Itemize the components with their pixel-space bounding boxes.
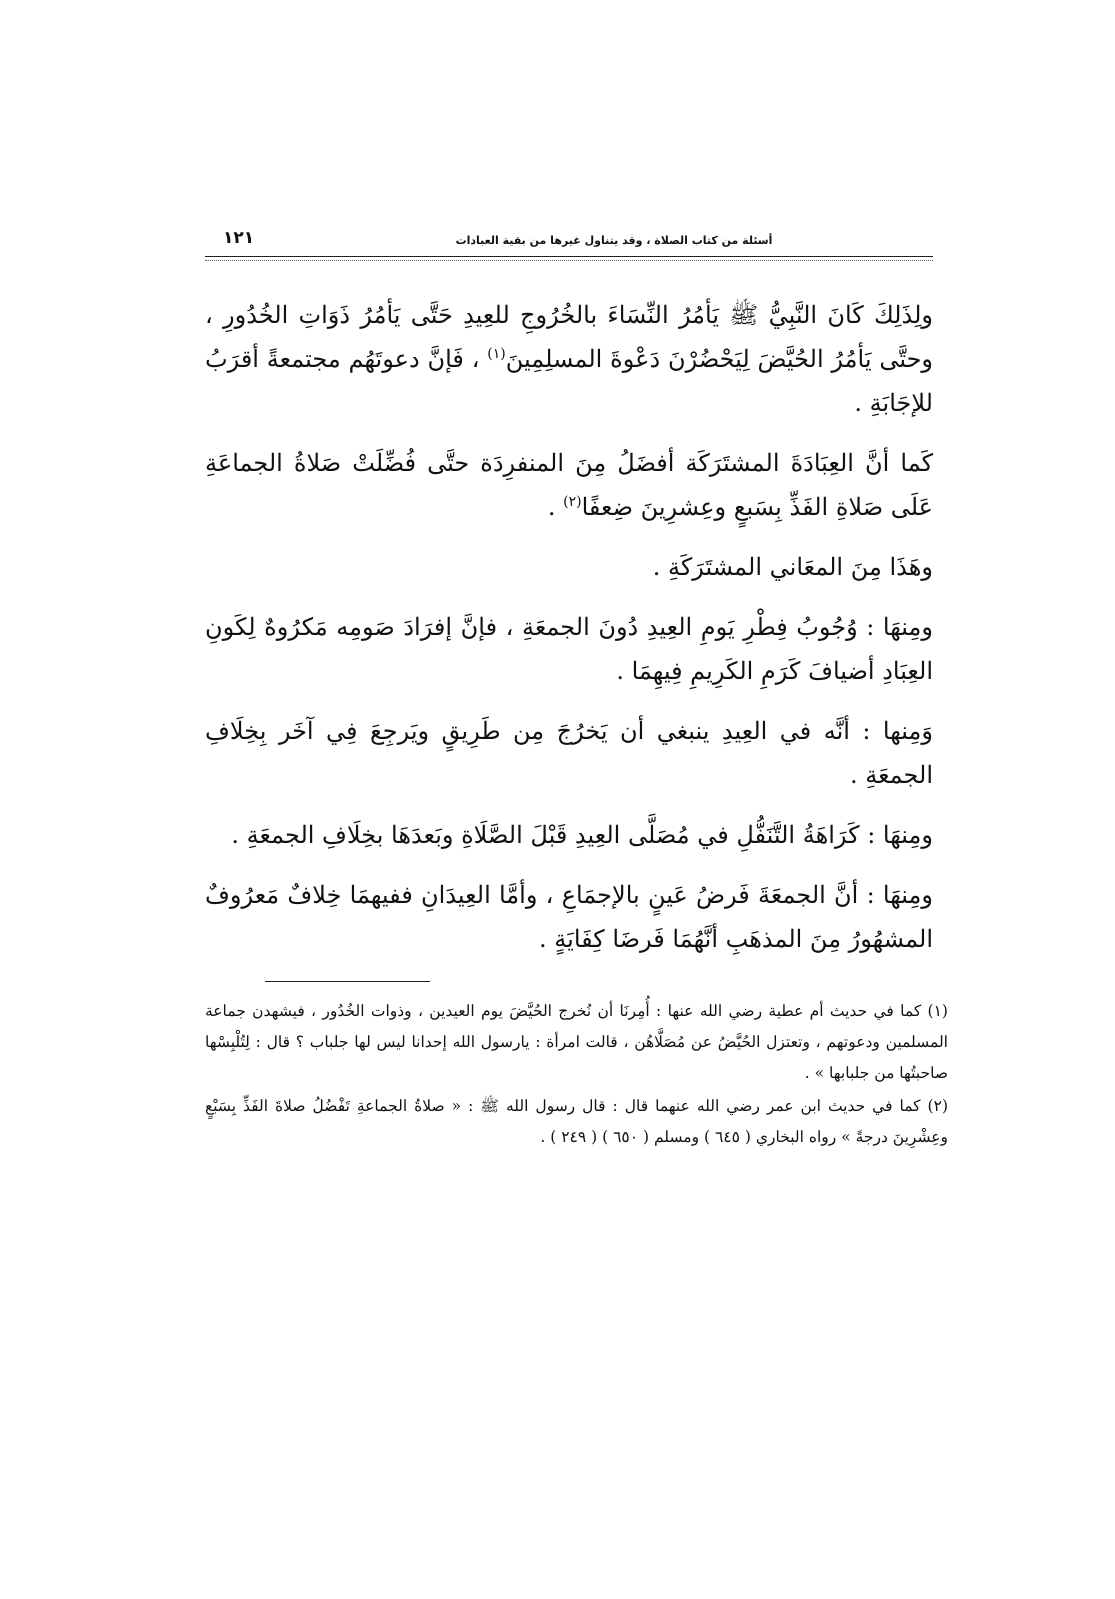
paragraph-3 xyxy=(205,545,933,589)
footnotes xyxy=(205,996,948,1153)
paragraph-6 xyxy=(205,813,933,857)
paragraph-text: ولِذَلِكَ كَانَ النَّبِيُّ ﷺ يَأمُرُ النِّسَاءَ بالخُرُوجِ للعِيدِ حَتَّى يَأمُرُ ذَوَاتِ الخُدُورِ ، وحتَّى يَأمُرُ الحُيَّضَ لِيَحْضُرْنَ دَعْوةَ المسلِمِينَ xyxy=(205,301,934,373)
paragraph-text: وهَذَا مِنَ المعَاني المشتَرَكَةِ . xyxy=(652,553,933,581)
paragraph-7 xyxy=(205,873,933,961)
footnote-ref-1[interactable]: (١) xyxy=(487,346,506,362)
running-title: أسئلة من كتاب الصلاة ، وقد يتناول غيرها من بقية العبادات xyxy=(455,234,773,247)
footnote-number: (١) xyxy=(927,1002,948,1020)
footnote-divider xyxy=(265,981,430,982)
paragraph-text: وَمِنها : أنَّه في العِيدِ ينبغي أن يَخرُجَ مِن طَرِيقٍ ويَرجِعَ فِي آخَر بِخِلَافِ الجمعَةِ . xyxy=(205,717,933,789)
footnote-1 xyxy=(205,996,948,1089)
footnote-number: (٢) xyxy=(927,1097,948,1115)
footnote-text: كما في حديث ابن عمر رضي الله عنهما قال : قال رسول الله ﷺ : « صلاةُ الجماعةِ تَفْضُلُ صلاةَ الفَذِّ بِسَبْعٍ وعِشْرِينَ درجةً » رواه البخاري ( ٦٤٥ ) ومسلم ( ٦٥٠ ) ( ٢٤٩ ) . xyxy=(205,1097,948,1146)
main-text xyxy=(205,293,933,961)
paragraph-4 xyxy=(205,605,933,693)
footnote-text: كما في حديث أم عطية رضي الله عنها : أُمِرنَا أن نُخرج الحُيَّضَ يوم العيدين ، وذوات الخُدُور ، فيشهدن جماعة المسلمين ودعوتهم ، وتعتزل الحُيَّضُ عن مُصَلَّاهُن ، قالت امرأة : يارسول الله إحدانا ليس لها جلباب ؟ قال : لِتُلْبِسْها صاحبتُها من جلبابها » . xyxy=(205,1002,948,1082)
paragraph-1 xyxy=(205,293,933,425)
paragraph-2 xyxy=(205,441,933,529)
footnote-ref-2[interactable]: (٢) xyxy=(563,494,582,510)
paragraph-text: ومِنهَا : وُجُوبُ فِطْرِ يَومِ العِيدِ دُونَ الجمعَةِ ، فإنَّ إفرَادَ صَومِه مَكرُوهٌ لِكَونِ العِبَادِ أضيافَ كَرَمِ الكَرِيمِ فِيهِمَا . xyxy=(205,613,933,685)
page-number: ١٢١ xyxy=(223,228,255,248)
book-page xyxy=(205,228,948,1155)
paragraph-5 xyxy=(205,709,933,797)
paragraph-tail: . xyxy=(547,493,564,521)
paragraph-text: ومِنهَا : أنَّ الجمعَةَ فَرضُ عَينٍ بالإجمَاعِ ، وأمَّا العِيدَانِ ففيهمَا خِلافٌ مَعرُوفٌ المشهُورُ مِنَ المذهَبِ أنَّهُمَا فَرضَا كِفَايَةٍ . xyxy=(205,881,933,953)
footnote-2 xyxy=(205,1091,948,1153)
page-header xyxy=(205,230,933,257)
paragraph-tail: ، فَإنَّ دعوتَهُم مجتمعةً أقرَبُ للإجَابَةِ . xyxy=(205,345,933,417)
paragraph-text: كَما أنَّ العِبَادَةَ المشتَرَكَة أفضَلُ مِنَ المنفرِدَة حتَّى فُضِّلَتْ صَلاةُ الجماعَةِ عَلَى صَلاةِ الفَذِّ بِسَبعٍ وعِشرِينَ ضِعفًا xyxy=(205,449,933,521)
paragraph-text: ومِنهَا : كَرَاهَةُ التَّنَفُّلِ في مُصَلَّى العِيدِ قَبْلَ الصَّلَاةِ وبَعدَهَا بخِلَافِ الجمعَةِ . xyxy=(231,821,933,849)
